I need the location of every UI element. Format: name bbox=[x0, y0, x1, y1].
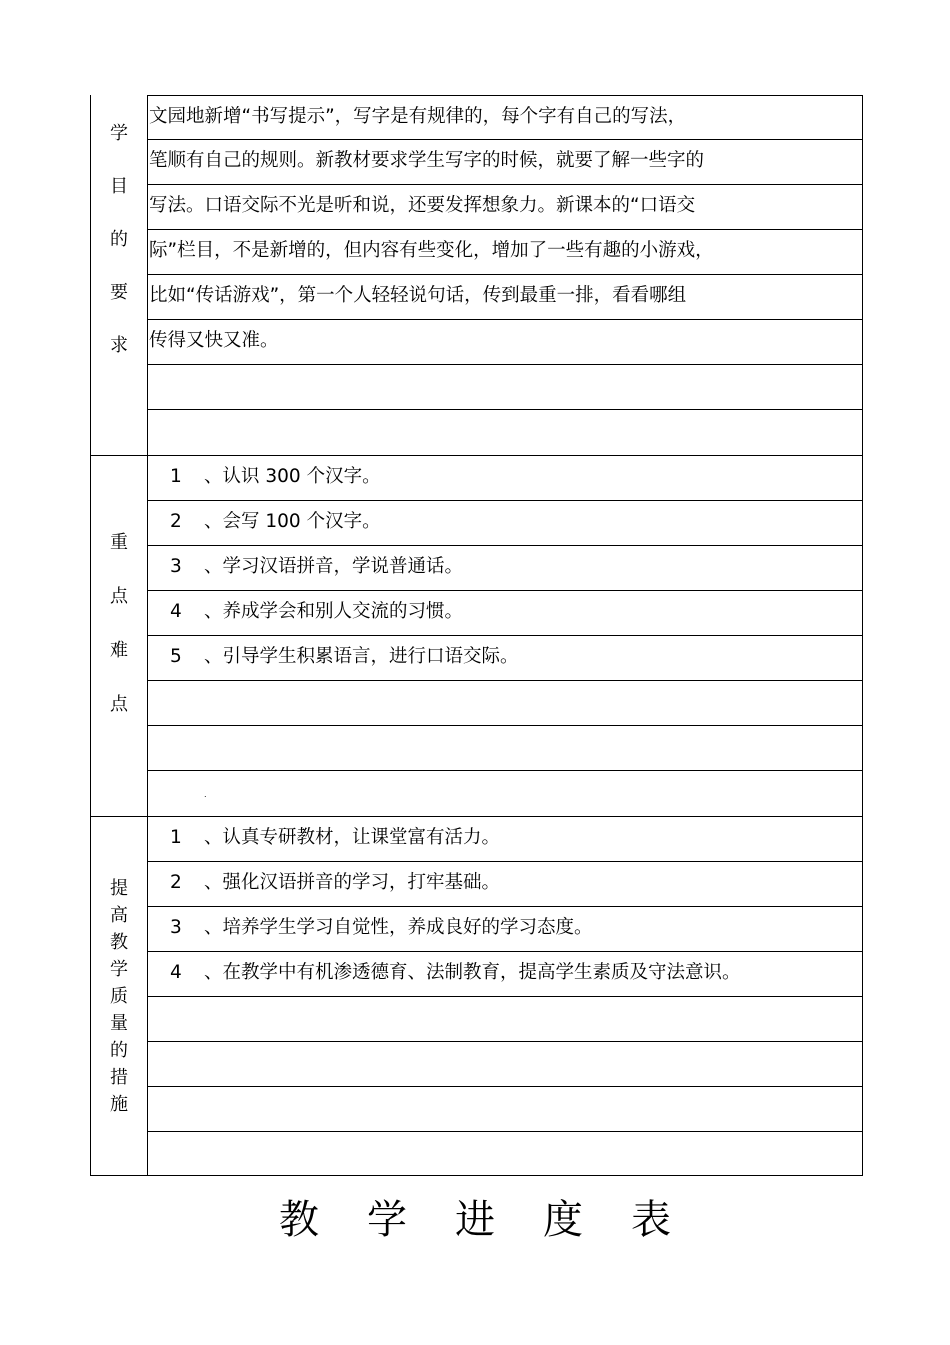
table-row bbox=[148, 1132, 862, 1177]
section-key-points bbox=[90, 456, 863, 817]
label-char: 措 bbox=[110, 1066, 128, 1088]
section-goals-rows bbox=[148, 95, 862, 455]
table-row bbox=[148, 907, 862, 952]
item-text: 、学习汉语拼音，学说普通话。 bbox=[204, 556, 464, 577]
table-row bbox=[148, 952, 862, 997]
table-row bbox=[148, 681, 862, 726]
label-char: 求 bbox=[110, 335, 128, 356]
item-text: 、养成学会和别人交流的习惯。 bbox=[204, 601, 464, 622]
label-char: 高 bbox=[110, 904, 128, 926]
section-measures-label bbox=[91, 817, 148, 1175]
table-row: 写法。口语交际不光是听和说，还要发挥想象力。新课本的“口语交 bbox=[148, 185, 862, 230]
section-key-points-label bbox=[91, 456, 148, 816]
item-text: 、强化汉语拼音的学习，打牢基础。 bbox=[204, 872, 501, 893]
label-char: 重 bbox=[110, 532, 128, 553]
item-number: 4 bbox=[170, 962, 182, 983]
item-number: 5 bbox=[170, 646, 182, 667]
table-row bbox=[148, 771, 862, 816]
table-row bbox=[148, 726, 862, 771]
table-row: 笔顺有自己的规则。新教材要求学生写字的时候，就要了解一些字的 bbox=[148, 140, 862, 185]
label-char: 学 bbox=[110, 123, 128, 144]
plan-table bbox=[90, 95, 863, 1176]
label-char: 点 bbox=[110, 694, 128, 715]
item-number: 1 bbox=[170, 827, 182, 848]
item-number: 3 bbox=[170, 556, 182, 577]
table-row bbox=[148, 1042, 862, 1087]
item-number: 1 bbox=[170, 466, 182, 487]
page-title: 教学进度表 bbox=[279, 1197, 719, 1243]
item-text: 、认识 300 个汉字。 bbox=[204, 466, 381, 487]
label-char: 量 bbox=[110, 1012, 128, 1034]
table-row: 传得又快又准。 bbox=[148, 320, 862, 365]
table-row bbox=[148, 862, 862, 907]
table-row: 文园地新增“书写提示”，写字是有规律的，每个字有自己的写法， bbox=[148, 95, 862, 140]
label-char: 要 bbox=[110, 282, 128, 303]
label-char: 的 bbox=[110, 229, 128, 250]
item-text: 、培养学生学习自觉性，养成良好的学习态度。 bbox=[204, 917, 593, 938]
label-char: 点 bbox=[110, 586, 128, 607]
label-char: 学 bbox=[110, 958, 128, 980]
item-text: 、会写 100 个汉字。 bbox=[204, 511, 381, 532]
item-text: 、在教学中有机渗透德育、法制教育，提高学生素质及守法意识。 bbox=[204, 962, 741, 983]
item-number: 4 bbox=[170, 601, 182, 622]
label-char: 难 bbox=[110, 640, 128, 661]
item-number: 2 bbox=[170, 511, 182, 532]
table-row bbox=[148, 997, 862, 1042]
item-text: 、认真专研教材，让课堂富有活力。 bbox=[204, 827, 501, 848]
table-row bbox=[148, 817, 862, 862]
table-row bbox=[148, 1087, 862, 1132]
item-text: . bbox=[204, 790, 207, 799]
table-row: 际”栏目，不是新增的，但内容有些变化，增加了一些有趣的小游戏， bbox=[148, 230, 862, 275]
table-row bbox=[148, 636, 862, 681]
table-row bbox=[148, 456, 862, 501]
label-char: 教 bbox=[110, 931, 128, 953]
item-number: 3 bbox=[170, 917, 182, 938]
table-row bbox=[148, 365, 862, 410]
section-goals-label bbox=[91, 95, 148, 455]
table-row bbox=[148, 410, 862, 455]
label-char: 目 bbox=[110, 176, 128, 197]
table-row: 比如“传话游戏”，第一个人轻轻说句话，传到最重一排，看看哪组 bbox=[148, 275, 862, 320]
table-row bbox=[148, 546, 862, 591]
section-goals bbox=[90, 95, 863, 456]
item-number: 2 bbox=[170, 872, 182, 893]
section-key-points-rows bbox=[148, 456, 862, 816]
label-char: 施 bbox=[110, 1093, 128, 1115]
item-text: 、引导学生积累语言，进行口语交际。 bbox=[204, 646, 519, 667]
section-measures bbox=[90, 817, 863, 1176]
label-char: 质 bbox=[110, 985, 128, 1007]
section-measures-rows bbox=[148, 817, 862, 1175]
table-row bbox=[148, 591, 862, 636]
label-char: 的 bbox=[110, 1039, 128, 1061]
label-char: 提 bbox=[110, 877, 128, 899]
table-row bbox=[148, 501, 862, 546]
